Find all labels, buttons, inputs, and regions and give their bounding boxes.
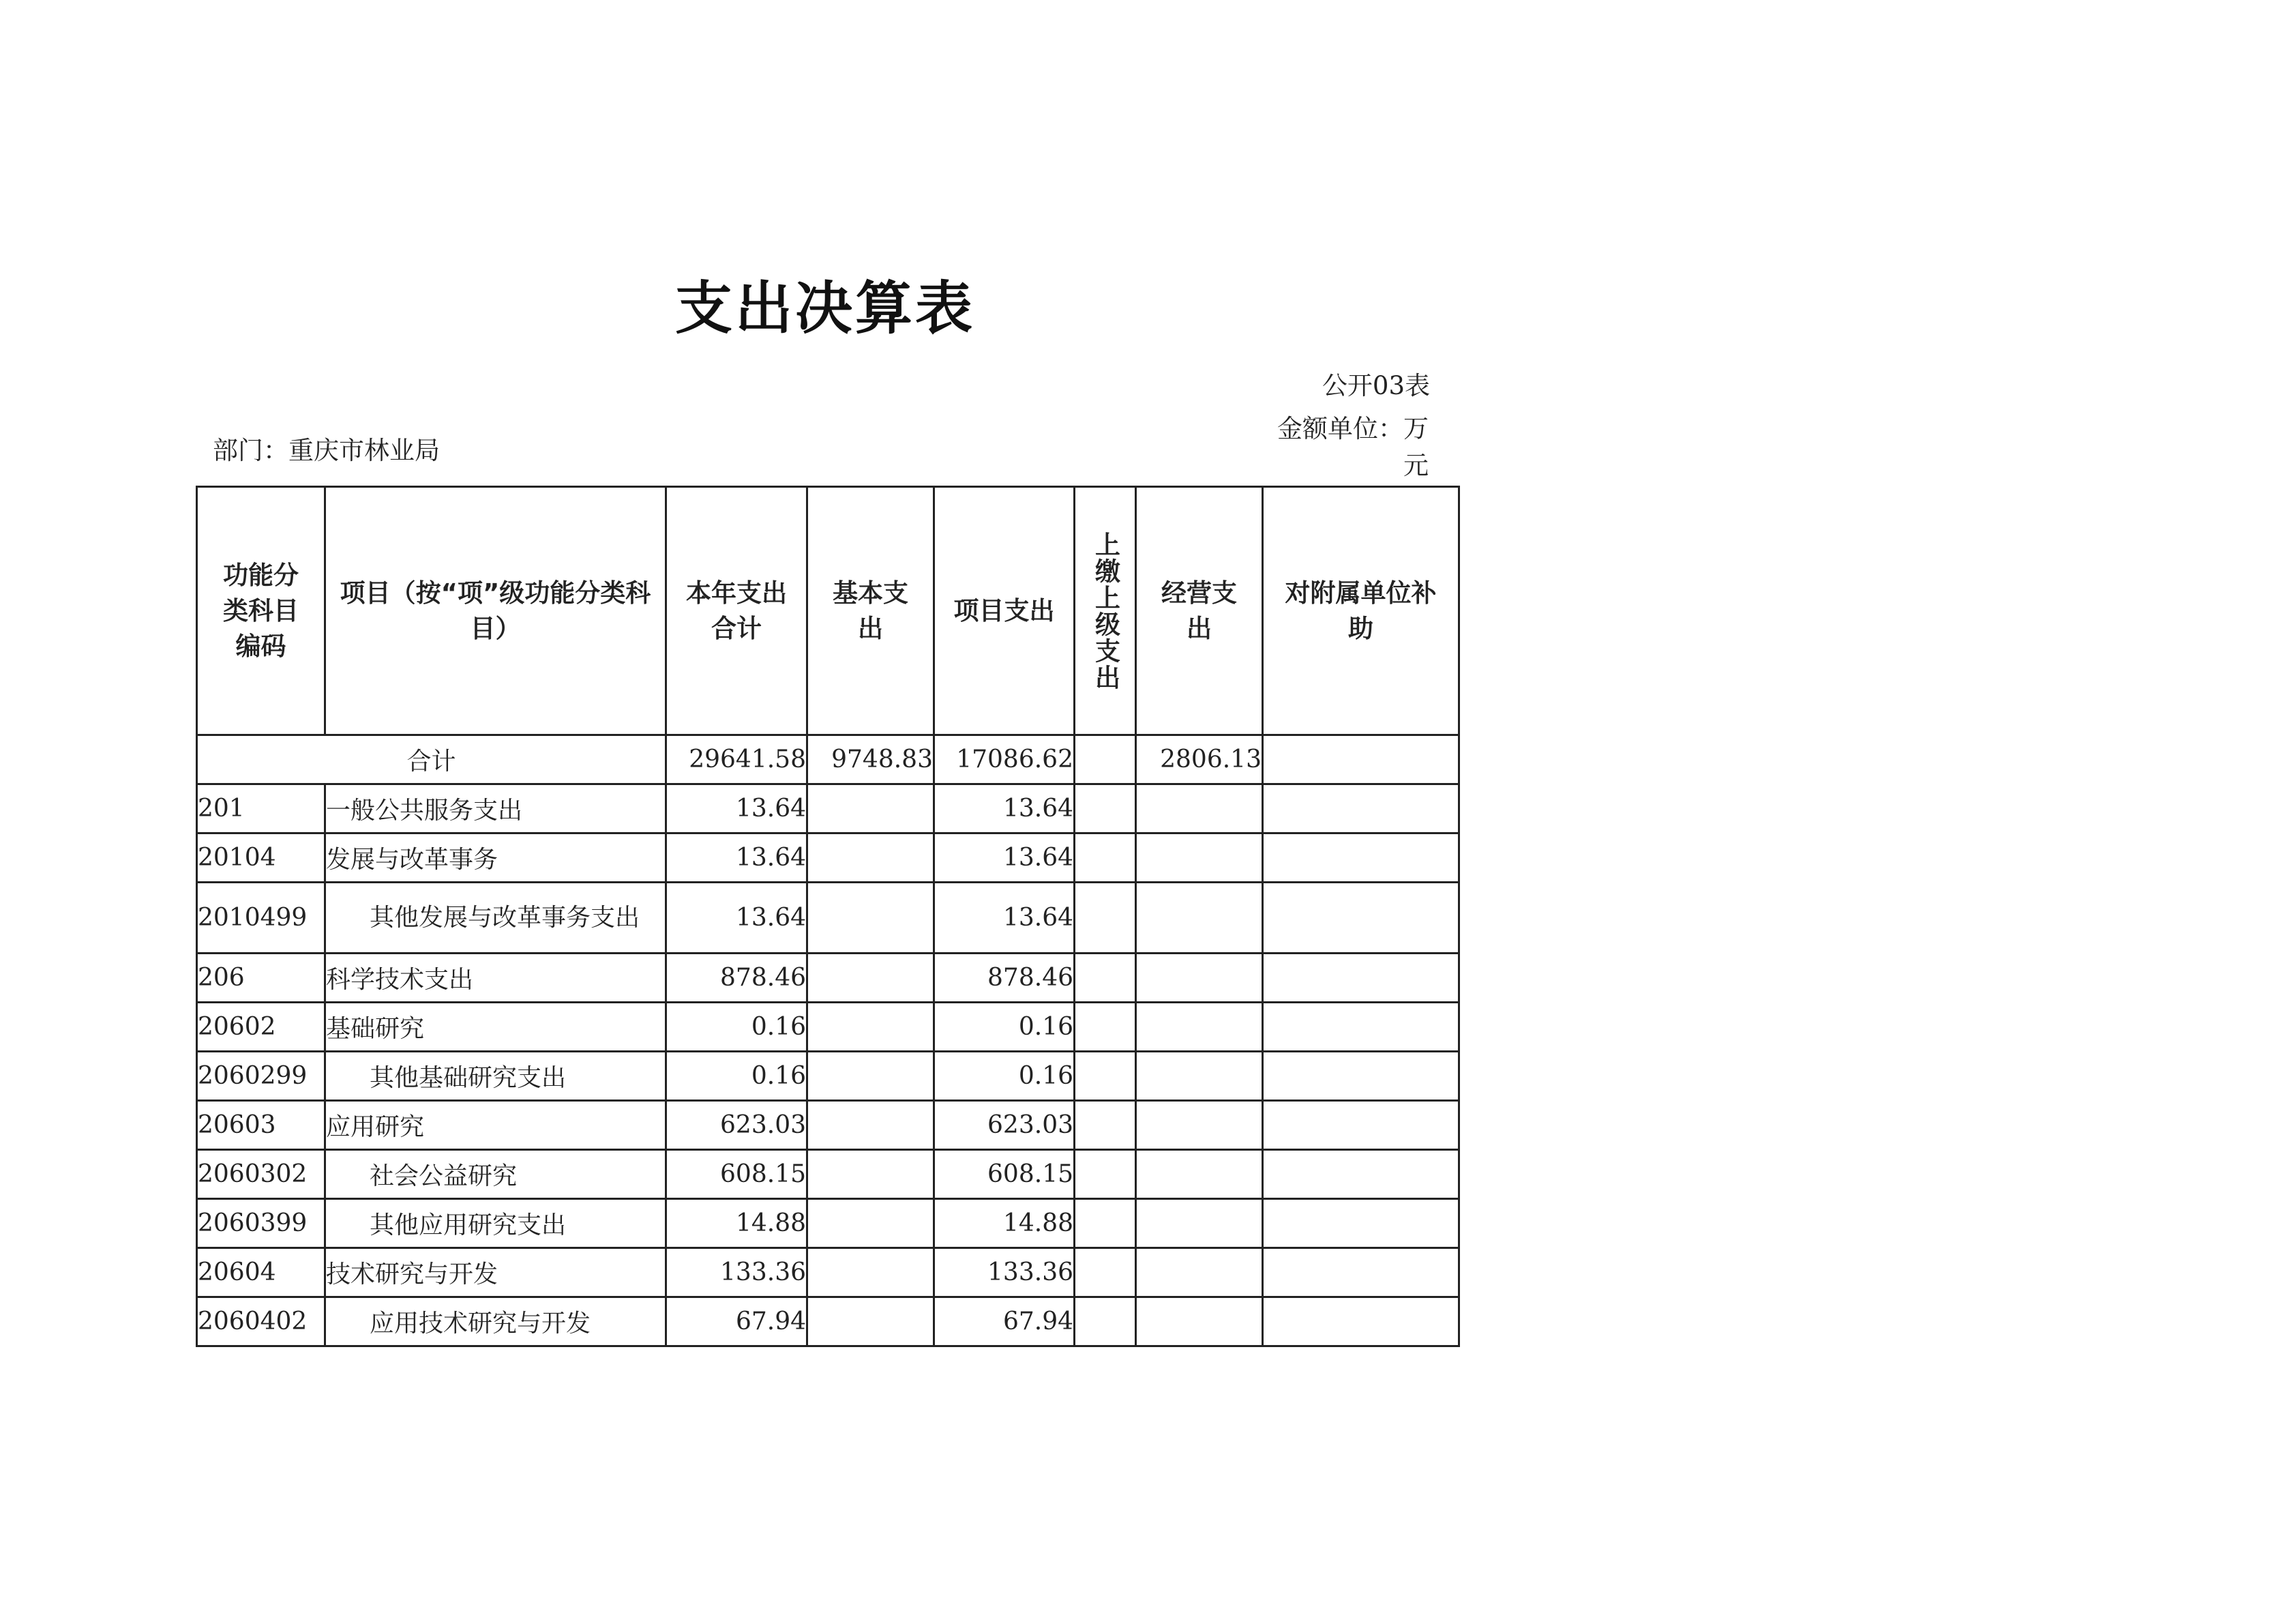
row-cell-total: 0.16: [666, 1003, 807, 1052]
row-cell-basic: [807, 1248, 934, 1297]
row-code: 20604: [197, 1248, 325, 1297]
row-cell-total: 608.15: [666, 1150, 807, 1199]
row-code: 20602: [197, 1003, 325, 1052]
row-cell-remit: [1075, 883, 1136, 954]
row-name: 基础研究: [325, 1003, 666, 1052]
row-cell-project: 13.64: [934, 784, 1075, 833]
row-cell-project: 133.36: [934, 1248, 1075, 1297]
row-cell-project: 878.46: [934, 954, 1075, 1003]
row-cell-remit: [1075, 954, 1136, 1003]
row-cell-project: 67.94: [934, 1297, 1075, 1346]
row-cell-subsidy: [1263, 883, 1459, 954]
row-cell-total: 67.94: [666, 1297, 807, 1346]
row-code: 20104: [197, 833, 325, 883]
table-row: [197, 954, 1459, 1003]
row-cell-project: 608.15: [934, 1150, 1075, 1199]
row-cell-remit: [1075, 833, 1136, 883]
row-name: 技术研究与开发: [325, 1248, 666, 1297]
row-cell-business: [1136, 1003, 1263, 1052]
header-subsidy: 对附属单位补助: [1263, 487, 1459, 735]
page-title: 支出决算表: [674, 275, 975, 342]
total-cell-total: 29641.58: [666, 735, 807, 784]
row-cell-subsidy: [1263, 833, 1459, 883]
table-row: [197, 1199, 1459, 1248]
row-code: 2060399: [197, 1199, 325, 1248]
row-cell-subsidy: [1263, 1003, 1459, 1052]
row-cell-business: [1136, 784, 1263, 833]
header-item: 项目（按“项”级功能分类科目）: [325, 487, 666, 735]
row-cell-project: 623.03: [934, 1101, 1075, 1150]
row-cell-basic: [807, 1101, 934, 1150]
unit-label: 金额单位：万元: [1277, 414, 1429, 480]
row-cell-total: 0.16: [666, 1052, 807, 1101]
row-cell-project: 13.64: [934, 833, 1075, 883]
row-code: 2060299: [197, 1052, 325, 1101]
row-cell-remit: [1075, 784, 1136, 833]
table-row: [197, 784, 1459, 833]
expenditure-table: [196, 486, 1460, 1347]
row-name: 科学技术支出: [325, 954, 666, 1003]
row-cell-business: [1136, 1248, 1263, 1297]
row-cell-business: [1136, 1199, 1263, 1248]
header-business: 经营支出: [1136, 487, 1263, 735]
header-basic: 基本支出: [807, 487, 934, 735]
row-name: 发展与改革事务: [325, 833, 666, 883]
row-cell-subsidy: [1263, 954, 1459, 1003]
row-cell-subsidy: [1263, 1052, 1459, 1101]
row-cell-basic: [807, 1297, 934, 1346]
row-cell-total: 13.64: [666, 883, 807, 954]
row-cell-business: [1136, 954, 1263, 1003]
row-code: 206: [197, 954, 325, 1003]
row-cell-basic: [807, 833, 934, 883]
row-cell-remit: [1075, 1101, 1136, 1150]
form-number: 公开03表: [1322, 371, 1430, 400]
row-name: 应用技术研究与开发: [325, 1297, 666, 1346]
total-cell-subsidy: [1263, 735, 1459, 784]
header-project: 项目支出: [934, 487, 1075, 735]
total-cell-basic: 9748.83: [807, 735, 934, 784]
table-row: [197, 833, 1459, 883]
row-cell-total: 13.64: [666, 784, 807, 833]
table-row: [197, 1150, 1459, 1199]
total-cell-remit: [1075, 735, 1136, 784]
row-cell-project: 0.16: [934, 1052, 1075, 1101]
row-cell-subsidy: [1263, 1297, 1459, 1346]
row-name: 其他基础研究支出: [325, 1052, 666, 1101]
row-cell-subsidy: [1263, 1150, 1459, 1199]
row-cell-total: 133.36: [666, 1248, 807, 1297]
row-name: 社会公益研究: [325, 1150, 666, 1199]
row-cell-remit: [1075, 1150, 1136, 1199]
table-row: [197, 1052, 1459, 1101]
row-cell-total: 14.88: [666, 1199, 807, 1248]
header-remit: 上缴上级支出: [1075, 487, 1136, 735]
row-cell-basic: [807, 1199, 934, 1248]
row-name: 其他发展与改革事务支出: [325, 883, 666, 954]
table-row: [197, 1248, 1459, 1297]
row-cell-basic: [807, 784, 934, 833]
department-label: 部门：重庆市林业局: [213, 436, 440, 465]
row-cell-remit: [1075, 1052, 1136, 1101]
row-cell-business: [1136, 1052, 1263, 1101]
table-row: [197, 1297, 1459, 1346]
row-cell-subsidy: [1263, 1199, 1459, 1248]
header-total: 本年支出合计: [666, 487, 807, 735]
header-code: 功能分类科目编码: [197, 487, 325, 735]
row-code: 2010499: [197, 883, 325, 954]
row-cell-remit: [1075, 1248, 1136, 1297]
row-cell-subsidy: [1263, 1248, 1459, 1297]
row-cell-basic: [807, 1150, 934, 1199]
header-row: [197, 487, 1459, 735]
row-cell-basic: [807, 1052, 934, 1101]
row-name: 应用研究: [325, 1101, 666, 1150]
row-cell-basic: [807, 883, 934, 954]
row-cell-basic: [807, 1003, 934, 1052]
row-cell-total: 878.46: [666, 954, 807, 1003]
row-cell-business: [1136, 1297, 1263, 1346]
row-cell-business: [1136, 1101, 1263, 1150]
row-cell-basic: [807, 954, 934, 1003]
row-code: 2060402: [197, 1297, 325, 1346]
row-name: 一般公共服务支出: [325, 784, 666, 833]
row-cell-project: 0.16: [934, 1003, 1075, 1052]
row-cell-business: [1136, 883, 1263, 954]
row-cell-remit: [1075, 1003, 1136, 1052]
table-row: [197, 883, 1459, 954]
total-row: [197, 735, 1459, 784]
total-cell-project: 17086.62: [934, 735, 1075, 784]
row-cell-remit: [1075, 1297, 1136, 1346]
row-cell-project: 14.88: [934, 1199, 1075, 1248]
row-cell-business: [1136, 833, 1263, 883]
table-row: [197, 1003, 1459, 1052]
row-cell-remit: [1075, 1199, 1136, 1248]
row-cell-subsidy: [1263, 784, 1459, 833]
row-code: 20603: [197, 1101, 325, 1150]
row-cell-subsidy: [1263, 1101, 1459, 1150]
table-row: [197, 1101, 1459, 1150]
row-code: 201: [197, 784, 325, 833]
total-label: 合计: [197, 735, 666, 784]
row-cell-total: 13.64: [666, 833, 807, 883]
row-cell-business: [1136, 1150, 1263, 1199]
row-cell-project: 13.64: [934, 883, 1075, 954]
total-cell-business: 2806.13: [1136, 735, 1263, 784]
row-name: 其他应用研究支出: [325, 1199, 666, 1248]
row-cell-total: 623.03: [666, 1101, 807, 1150]
row-code: 2060302: [197, 1150, 325, 1199]
